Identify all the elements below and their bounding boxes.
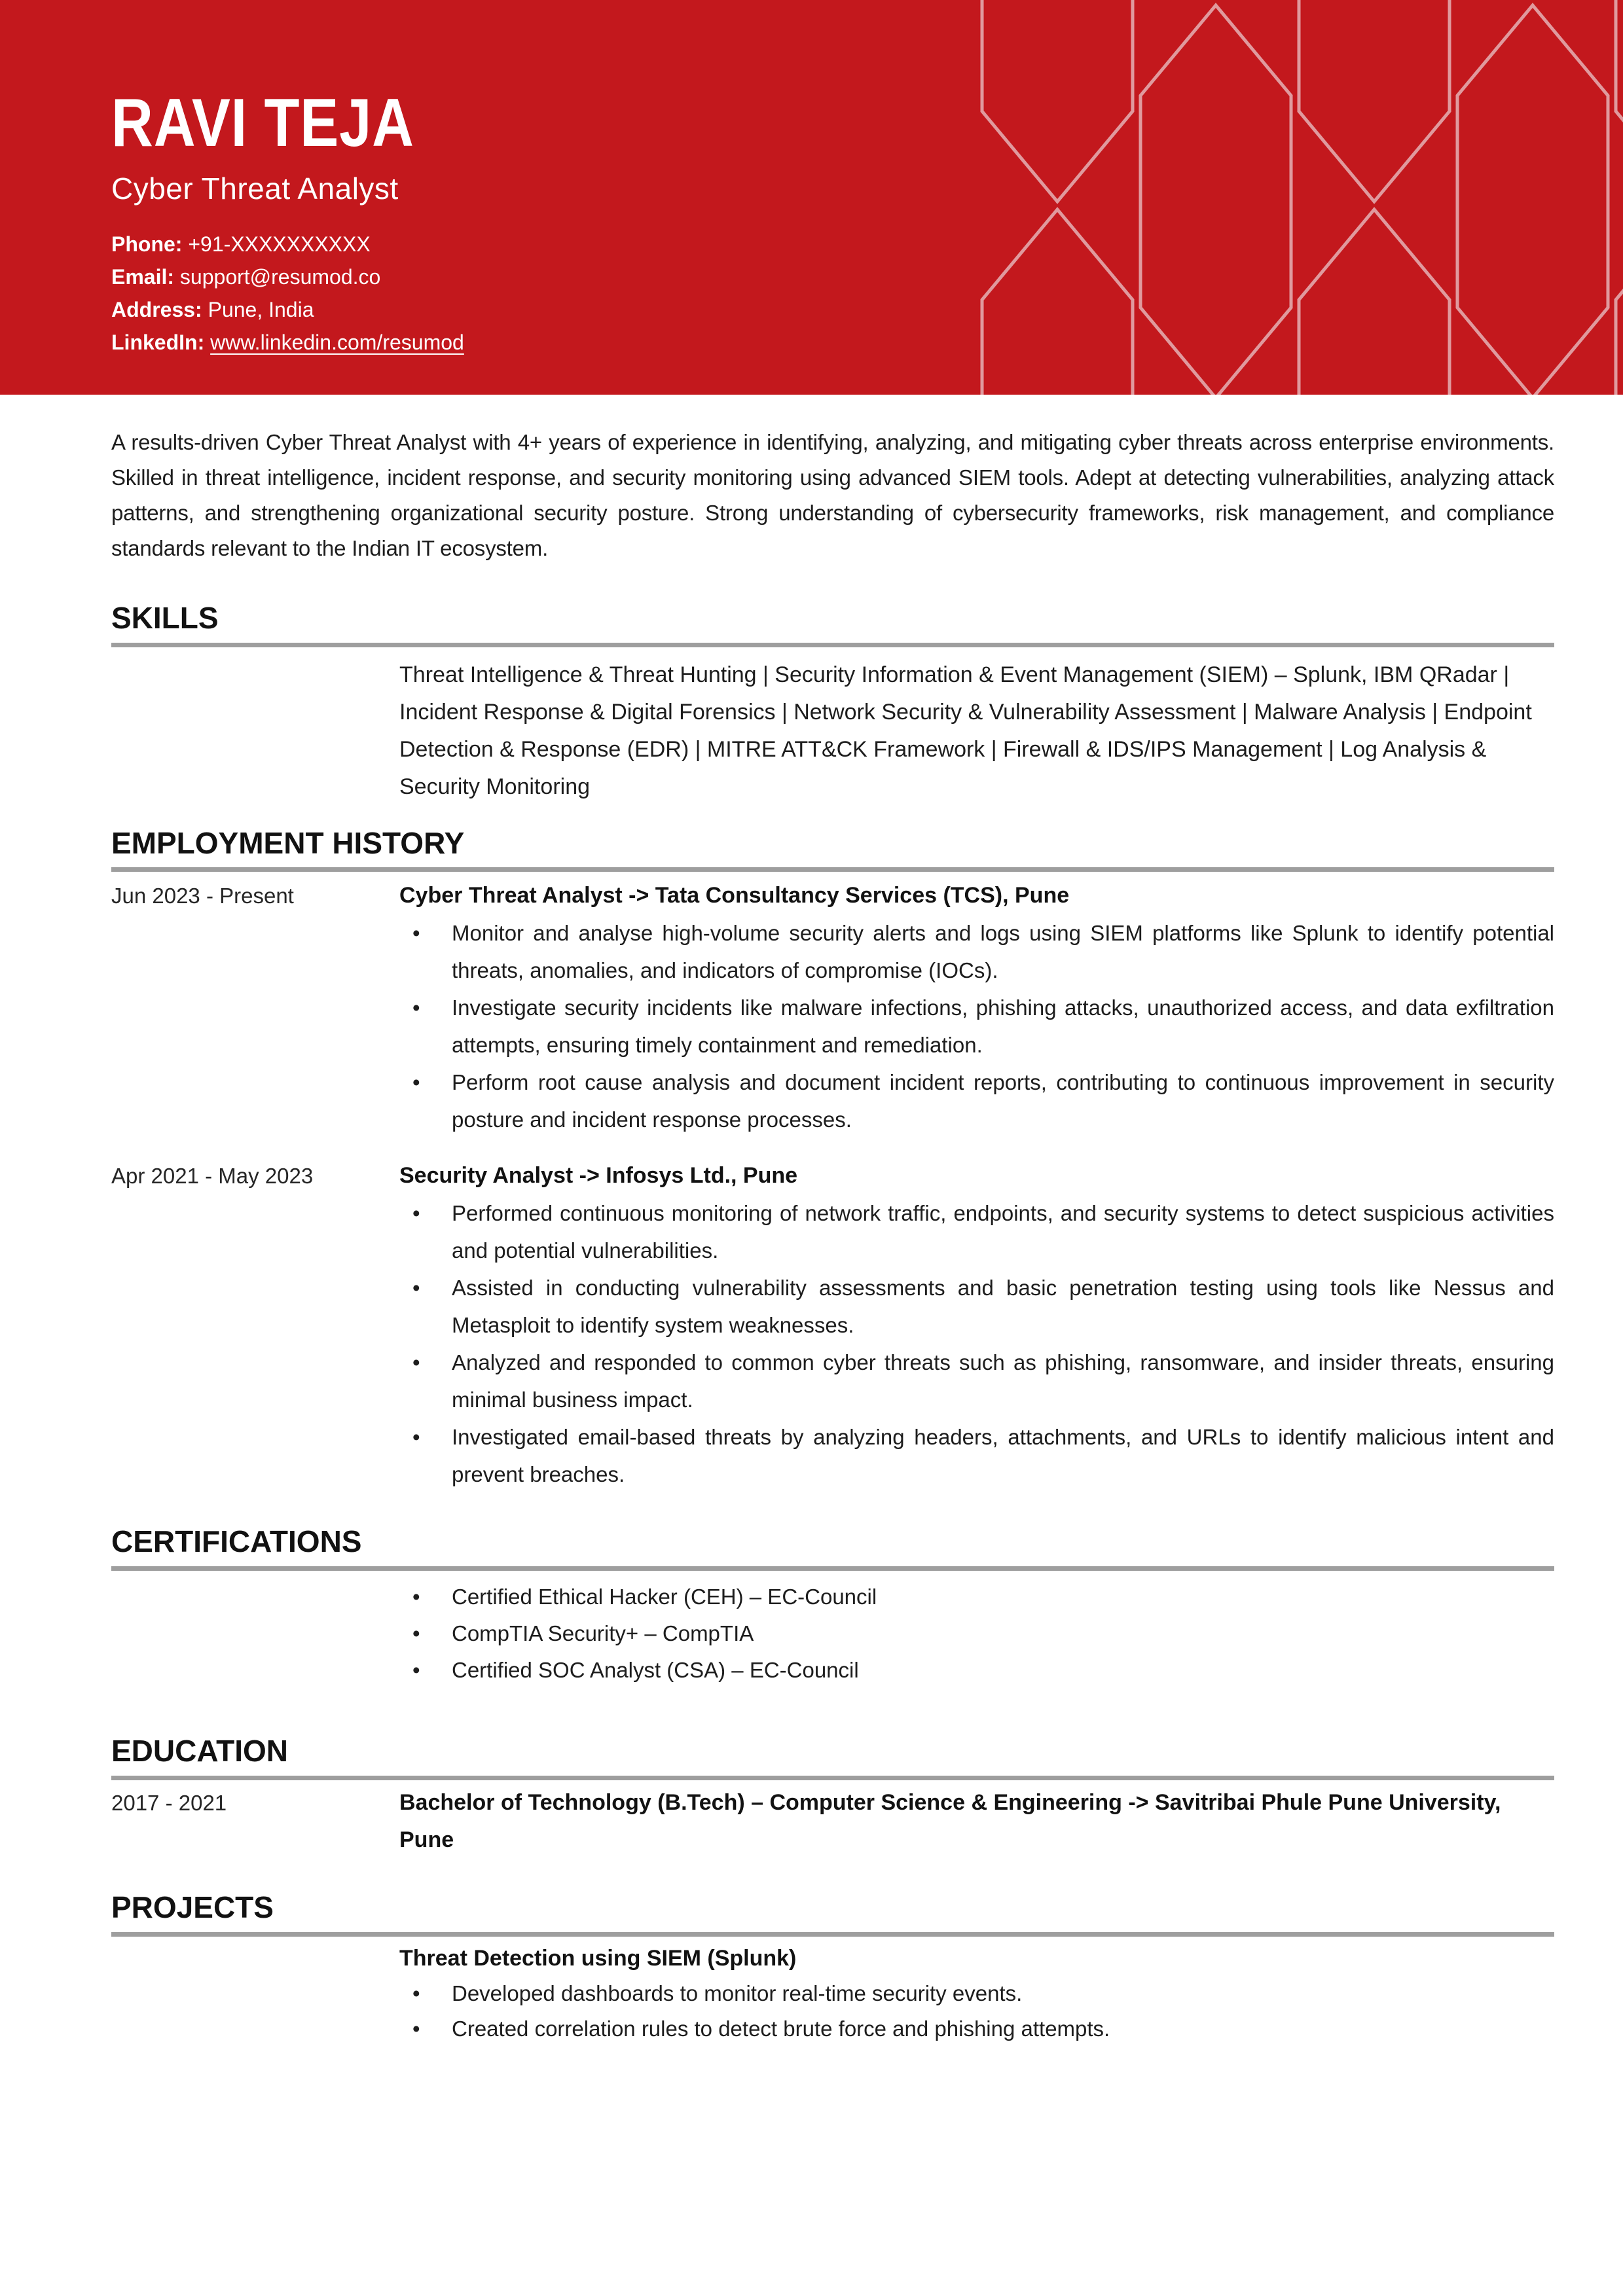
job-entry (111, 1157, 1554, 1493)
hexagon-shape (982, 209, 1133, 395)
section-divider (111, 1776, 1554, 1780)
candidate-name: RAVI TEJA (111, 85, 414, 161)
projects-heading: PROJECTS (111, 1890, 274, 1924)
job-bullets (399, 1194, 1554, 1493)
bullet-item: • Investigated email-based threats by analyzing headers, attachments, and URLs to identify malicious intent and prevent breaches. (399, 1418, 1554, 1493)
job-title-line: Cyber Threat Analyst -> Tata Consultancy Services (TCS), Pune (399, 883, 1070, 908)
education-heading: EDUCATION (111, 1734, 289, 1768)
bullet-item: • Investigate security incidents like malware infections, phishing attacks, unauthorized access, and data exfiltration attempts, ensuring timely containment and remediation. (399, 989, 1554, 1064)
hexagon-shape (1616, 0, 1623, 202)
project-title: Threat Detection using SIEM (Splunk) (399, 1946, 797, 1971)
bullet-item: • Perform root cause analysis and document incident reports, contributing to continuous improvement in security posture and incident response processes. (399, 1064, 1554, 1138)
certifications-block (399, 1579, 1554, 1689)
job-details (399, 1157, 1554, 1493)
section-divider (111, 867, 1554, 872)
education-details (399, 1784, 1554, 1859)
job-details (399, 877, 1554, 1138)
section-certifications (111, 1526, 1554, 1689)
bullet-item: • Assisted in conducting vulnerability assessments and basic penetration testing using tools like Nessus and Metasploit to identify system weaknesses. (399, 1269, 1554, 1344)
linkedin-link[interactable]: www.linkedin.com/resumod (210, 330, 464, 354)
section-divider (111, 1566, 1554, 1571)
phone-value: +91-XXXXXXXXXX (188, 232, 371, 256)
linkedin-label: LinkedIn: (111, 330, 205, 354)
skills-text: Threat Intelligence & Threat Hunting | Security Information & Event Management (SIEM) – Splunk, IBM QRadar | Incident Response & Digital Forensics | Network Security & Vulnerability Assessment | Malware Analysis | Endpoint Detection & Response (EDR) | MITRE ATT&CK Framework | Firewall & IDS/IPS Management | Log Analysis & Security Monitoring (399, 662, 1532, 799)
hexagon-shape (1140, 5, 1291, 395)
skills-heading: SKILLS (111, 601, 219, 635)
address-label: Address: (111, 297, 202, 321)
phone-label: Phone: (111, 232, 183, 256)
project-entry (399, 1941, 1554, 2047)
hexagon-shape (1457, 5, 1608, 395)
education-entry (111, 1784, 1554, 1859)
certification-item: • CompTIA Security+ – CompTIA (399, 1615, 1554, 1652)
job-period: Jun 2023 - Present (111, 884, 294, 908)
certifications-heading: CERTIFICATIONS (111, 1524, 362, 1558)
hexagon-pattern (968, 0, 1623, 395)
certification-list (399, 1579, 1554, 1689)
job-bullets (399, 914, 1554, 1138)
address-value: Pune, India (208, 297, 314, 321)
hexagon-shape (1616, 209, 1623, 395)
bullet-item: • Monitor and analyse high-volume security alerts and logs using SIEM platforms like Splunk to identify potential threats, anomalies, and indicators of compromise (IOCs). (399, 914, 1554, 989)
email-label: Email: (111, 264, 175, 289)
job-period: Apr 2021 - May 2023 (111, 1164, 314, 1188)
resume-header (0, 0, 1623, 395)
certification-item: • Certified Ethical Hacker (CEH) – EC-Council (399, 1579, 1554, 1615)
bullet-item: • Performed continuous monitoring of network traffic, endpoints, and security systems to detect suspicious activities and potential vulnerabilities. (399, 1194, 1554, 1269)
resume-body (0, 425, 1623, 2047)
jobs-list (111, 877, 1554, 1493)
section-education (111, 1736, 1554, 1859)
bullet-item: • Developed dashboards to monitor real-time security events. (399, 1976, 1554, 2011)
section-employment (111, 828, 1554, 1493)
job-entry (111, 877, 1554, 1138)
degree-title: Bachelor of Technology (B.Tech) – Computer Science & Engineering -> Savitribai Phule Pune University, Pune (399, 1790, 1501, 1852)
section-divider (111, 1932, 1554, 1937)
section-skills (111, 603, 1554, 806)
professional-summary: A results-driven Cyber Threat Analyst with 4+ years of experience in identifying, analyzing, and mitigating cyber threats across enterprise environments. Skilled in threat intelligence, incident response, and security monitoring using advanced SIEM tools. Adept at detecting vulnerabilities, analyzing attack patterns, and strengthening organizational security posture. Strong understanding of cybersecurity frameworks, risk management, and compliance standards relevant to the Indian IT ecosystem. (111, 430, 1554, 560)
section-projects (111, 1892, 1554, 2047)
email-value: support@resumod.co (179, 264, 381, 289)
job-title-line: Security Analyst -> Infosys Ltd., Pune (399, 1163, 798, 1188)
certification-item: • Certified SOC Analyst (CSA) – EC-Council (399, 1652, 1554, 1689)
bullet-item: • Created correlation rules to detect brute force and phishing attempts. (399, 2011, 1554, 2047)
project-bullets (399, 1976, 1554, 2047)
hexagon-shape (1299, 209, 1450, 395)
candidate-title: Cyber Threat Analyst (111, 171, 399, 206)
education-period: 2017 - 2021 (111, 1791, 227, 1815)
employment-heading: EMPLOYMENT HISTORY (111, 826, 465, 860)
section-divider (111, 643, 1554, 647)
bullet-item: • Analyzed and responded to common cyber threats such as phishing, ransomware, and insider threats, ensuring minimal business impact. (399, 1344, 1554, 1418)
